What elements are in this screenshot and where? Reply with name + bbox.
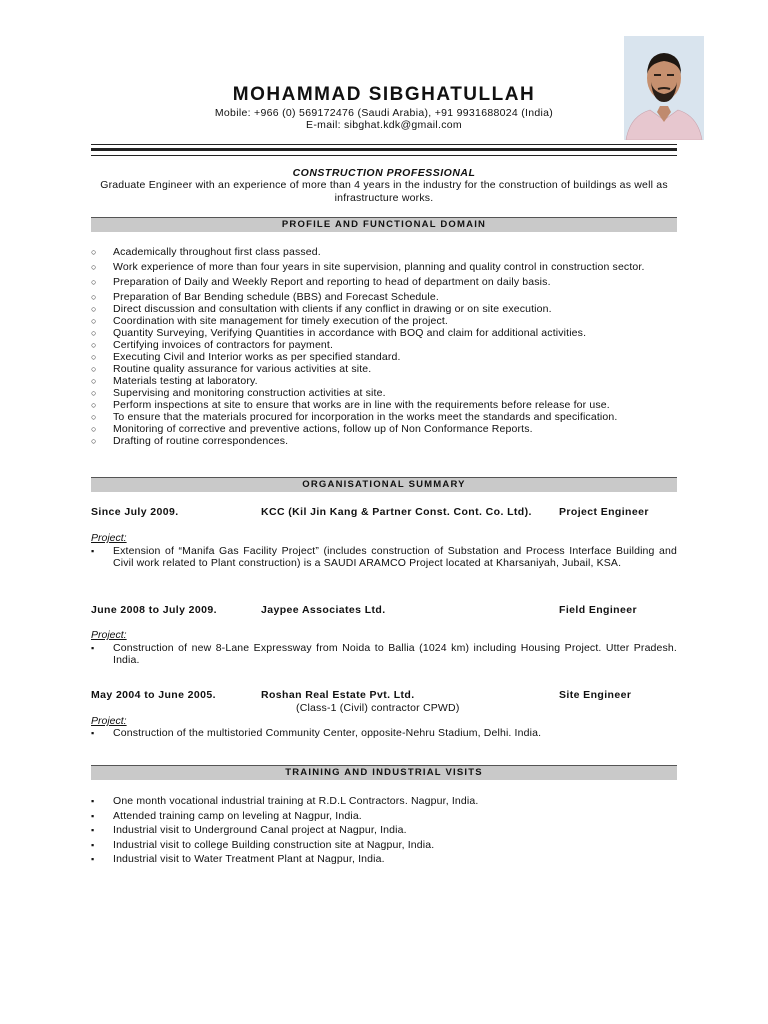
list-item: ○ Drafting of routine correspondences. [91, 435, 289, 447]
job-role: Site Engineer [559, 689, 632, 701]
list-item: ○ Certifying invoices of contractors for payment. [91, 339, 334, 351]
list-item: ○ Preparation of Bar Bending schedule (BBS) and Forecast Schedule. [91, 291, 439, 303]
circle-bullet-icon: ○ [91, 364, 97, 374]
list-item: ▪ Industrial visit to college Building construction site at Nagpur, India. [91, 838, 435, 851]
list-item: ○ Quantity Surveying, Verifying Quantities in accordance with BOQ and claim for additional activities. [91, 327, 587, 339]
project-list [91, 642, 677, 666]
circle-bullet-icon: ○ [91, 304, 97, 314]
circle-bullet-icon: ○ [91, 247, 97, 257]
objective-title: CONSTRUCTION PROFESSIONAL [292, 167, 476, 179]
job-entry-kcc [91, 506, 677, 520]
profile-list [91, 246, 677, 447]
list-item: ▪ Attended training camp on leveling at Nagpur, India. [91, 809, 362, 822]
list-item: ○ Academically throughout first class passed. [91, 246, 321, 258]
project-list [91, 727, 677, 739]
objective-summary: Graduate Engineer with an experience of more than 4 years in the industry for the construction of buildings as well as infrastructure works. [100, 179, 668, 204]
bullet-icon: ▪ [91, 810, 95, 821]
bullet-icon: ▪ [91, 825, 95, 835]
list-item: ○ Perform inspections at site to ensure that works are in line with the requirements before release for use. [91, 399, 610, 411]
project-list [91, 545, 677, 569]
email-line: E-mail: sibghat.kdk@gmail.com [306, 119, 462, 131]
job-company: KCC (Kil Jin Kang & Partner Const. Cont. Co. Ltd). [261, 506, 532, 518]
circle-bullet-icon: ○ [91, 412, 97, 422]
job-dates: June 2008 to July 2009. [91, 604, 217, 616]
list-item: ▪ Construction of the multistoried Community Center, opposite-Nehru Stadium, Delhi. India. [91, 727, 542, 739]
list-item: ○ Materials testing at laboratory. [91, 375, 258, 387]
job-role: Project Engineer [559, 506, 649, 518]
project-label: Project: [91, 715, 127, 727]
job-entry-roshan [91, 689, 677, 703]
list-item: ○ Monitoring of corrective and preventive actions, follow up of Non Conformance Reports. [91, 423, 533, 435]
list-item: ○ Preparation of Daily and Weekly Report and reporting to head of department on daily basis. [91, 276, 551, 288]
section-heading-organisation: ORGANISATIONAL SUMMARY [91, 477, 677, 492]
list-item: ○ To ensure that the materials procured for incorporation in the works meet the standards and specification. [91, 411, 618, 423]
bullet-icon: ▪ [91, 546, 95, 556]
circle-bullet-icon: ○ [91, 316, 97, 326]
project-label: Project: [91, 629, 127, 641]
bullet-icon: ▪ [91, 839, 95, 850]
circle-bullet-icon: ○ [91, 436, 97, 446]
list-item: ▪ Extension of “Manifa Gas Facility Project” (includes construction of Substation and Process Interface Building and Civil work related to Plant construction) is a SAUDI ARAMCO Project located at Kharsaniyah, Jubail, KSA. [91, 545, 677, 569]
divider-thin-bottom [91, 155, 677, 156]
circle-bullet-icon: ○ [91, 328, 97, 338]
divider-thin-top [91, 144, 677, 145]
list-item: ○ Supervising and monitoring construction activities at site. [91, 387, 386, 399]
list-item: ○ Work experience of more than four years in site supervision, planning and quality control in construction sector. [91, 261, 645, 273]
circle-bullet-icon: ○ [91, 340, 97, 350]
circle-bullet-icon: ○ [91, 388, 97, 398]
company-note: (Class-1 (Civil) contractor CPWD) [296, 702, 460, 714]
list-item: ○ Routine quality assurance for various activities at site. [91, 363, 372, 375]
list-item: ○ Coordination with site management for timely execution of the project. [91, 315, 448, 327]
job-company: Jaypee Associates Ltd. [261, 604, 386, 616]
bullet-icon: ▪ [91, 728, 95, 738]
list-item: ○ Direct discussion and consultation with clients if any conflict in drawing or on site execution. [91, 303, 552, 315]
circle-bullet-icon: ○ [91, 262, 97, 272]
job-dates: May 2004 to June 2005. [91, 689, 216, 701]
bullet-icon: ▪ [91, 854, 95, 864]
list-item: ▪ Construction of new 8-Lane Expressway from Noida to Ballia (1024 km) including Housing Project. Utter Pradesh. India. [91, 642, 677, 666]
job-company: Roshan Real Estate Pvt. Ltd. [261, 689, 415, 701]
list-item: ▪ Industrial visit to Underground Canal project at Nagpur, India. [91, 824, 407, 836]
mobile-line: Mobile: +966 (0) 569172476 (Saudi Arabia), +91 9931688024 (India) [214, 107, 554, 119]
job-entry-jaypee [91, 604, 677, 618]
section-heading-profile: PROFILE AND FUNCTIONAL DOMAIN [91, 217, 677, 232]
circle-bullet-icon: ○ [91, 400, 97, 410]
bullet-icon: ▪ [91, 643, 95, 653]
bullet-icon: ▪ [91, 796, 95, 806]
circle-bullet-icon: ○ [91, 292, 97, 302]
list-item: ▪ One month vocational industrial training at R.D.L Contractors. Nagpur, India. [91, 795, 479, 807]
training-list [91, 795, 677, 868]
circle-bullet-icon: ○ [91, 277, 97, 287]
section-heading-training: TRAINING AND INDUSTRIAL VISITS [91, 765, 677, 780]
job-role: Field Engineer [559, 604, 637, 616]
candidate-name: MOHAMMAD SIBGHATULLAH [232, 84, 536, 105]
circle-bullet-icon: ○ [91, 352, 97, 362]
project-label: Project: [91, 532, 127, 544]
circle-bullet-icon: ○ [91, 376, 97, 386]
job-dates: Since July 2009. [91, 506, 179, 518]
list-item: ▪ Industrial visit to Water Treatment Plant at Nagpur, India. [91, 853, 385, 865]
divider-thick [91, 148, 677, 151]
circle-bullet-icon: ○ [91, 424, 97, 434]
list-item: ○ Executing Civil and Interior works as per specified standard. [91, 351, 401, 363]
